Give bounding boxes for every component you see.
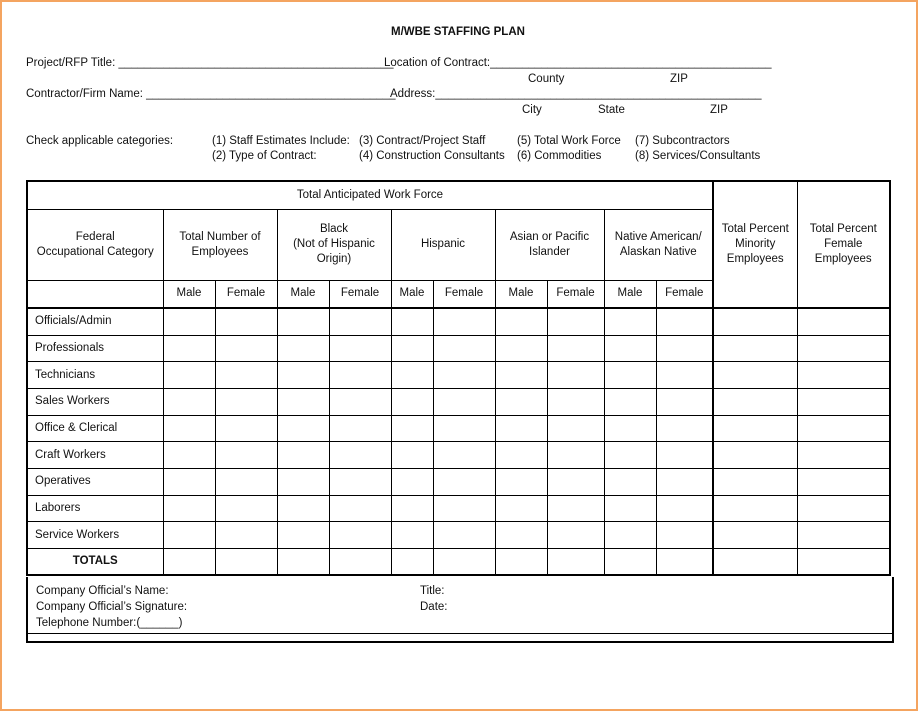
entry-cell[interactable] — [215, 362, 277, 389]
entry-cell[interactable] — [391, 335, 433, 362]
table-row — [27, 468, 890, 495]
entry-cell[interactable] — [713, 415, 797, 442]
entry-cell[interactable] — [433, 362, 495, 389]
entry-cell[interactable] — [495, 442, 547, 469]
category-2[interactable]: (2) Type of Contract: — [212, 150, 317, 162]
male-header: Male — [163, 280, 215, 308]
entry-cell[interactable] — [215, 549, 277, 576]
entry-cell[interactable] — [433, 442, 495, 469]
entry-cell[interactable] — [433, 495, 495, 522]
entry-cell[interactable] — [604, 388, 656, 415]
entry-cell[interactable] — [329, 468, 391, 495]
row-category-label: Technicians — [27, 362, 163, 389]
table-row — [27, 442, 890, 469]
entry-cell[interactable] — [329, 549, 391, 576]
totals-label: TOTALS — [27, 549, 163, 576]
entry-cell[interactable] — [163, 495, 215, 522]
entry-cell[interactable] — [656, 388, 713, 415]
entry-cell[interactable] — [547, 442, 604, 469]
zip-caption-2: ZIP — [710, 104, 728, 116]
entry-cell[interactable] — [547, 495, 604, 522]
entry-cell[interactable] — [163, 468, 215, 495]
entry-cell[interactable] — [547, 549, 604, 576]
title-field[interactable]: Title: — [420, 585, 445, 597]
entry-cell[interactable] — [277, 522, 329, 549]
category-7[interactable]: (7) Subcontractors — [635, 135, 730, 147]
entry-cell[interactable] — [713, 308, 797, 335]
entry-cell[interactable] — [277, 549, 329, 576]
asian-header: Asian or Pacific Islander — [495, 209, 604, 280]
entry-cell[interactable] — [215, 442, 277, 469]
entry-cell[interactable] — [163, 549, 215, 576]
entry-cell[interactable] — [495, 495, 547, 522]
entry-cell[interactable] — [495, 549, 547, 576]
entry-cell[interactable] — [329, 388, 391, 415]
entry-cell[interactable] — [277, 308, 329, 335]
row-category-label: Sales Workers — [27, 388, 163, 415]
entry-cell[interactable] — [547, 388, 604, 415]
entry-cell[interactable] — [433, 388, 495, 415]
male-header: Male — [495, 280, 547, 308]
total-number-header: Total Number of Employees — [163, 209, 277, 280]
entry-cell[interactable] — [163, 388, 215, 415]
total-workforce-header: Total Anticipated Work Force — [27, 181, 713, 209]
entry-cell[interactable] — [391, 442, 433, 469]
entry-cell[interactable] — [547, 468, 604, 495]
female-header: Female — [215, 280, 277, 308]
entry-cell[interactable] — [329, 415, 391, 442]
entry-cell[interactable] — [656, 468, 713, 495]
entry-cell[interactable] — [547, 522, 604, 549]
entry-cell[interactable] — [656, 549, 713, 576]
table-row — [27, 335, 890, 362]
entry-cell[interactable] — [329, 442, 391, 469]
entry-cell[interactable] — [656, 308, 713, 335]
female-header: Female — [656, 280, 713, 308]
row-category-label: Officials/Admin — [27, 308, 163, 335]
gender-row-blank — [27, 280, 163, 308]
entry-cell[interactable] — [495, 522, 547, 549]
row-category-label: Service Workers — [27, 522, 163, 549]
entry-cell[interactable] — [713, 522, 797, 549]
entry-cell[interactable] — [329, 335, 391, 362]
footer-rule — [28, 633, 892, 634]
female-header: Female — [547, 280, 604, 308]
entry-cell[interactable] — [656, 335, 713, 362]
zip-caption: ZIP — [670, 73, 688, 85]
entry-cell[interactable] — [391, 415, 433, 442]
entry-cell[interactable] — [604, 495, 656, 522]
official-name-field[interactable]: Company Official’s Name: — [36, 585, 169, 597]
entry-cell[interactable] — [713, 495, 797, 522]
entry-cell[interactable] — [604, 442, 656, 469]
entry-cell[interactable] — [656, 495, 713, 522]
entry-cell[interactable] — [163, 308, 215, 335]
entry-cell[interactable] — [604, 549, 656, 576]
entry-cell[interactable] — [277, 388, 329, 415]
entry-cell[interactable] — [277, 442, 329, 469]
county-caption: County — [528, 73, 565, 85]
totals-row — [27, 549, 890, 576]
categories-label: Check applicable categories: — [26, 135, 174, 147]
workforce-table — [26, 180, 891, 576]
category-5[interactable]: (5) Total Work Force — [517, 135, 621, 147]
entry-cell[interactable] — [495, 308, 547, 335]
entry-cell[interactable] — [215, 415, 277, 442]
entry-cell[interactable] — [495, 388, 547, 415]
entry-cell[interactable] — [604, 362, 656, 389]
entry-cell[interactable] — [391, 388, 433, 415]
entry-cell[interactable] — [797, 308, 890, 335]
table-row — [27, 495, 890, 522]
entry-cell[interactable] — [277, 335, 329, 362]
entry-cell[interactable] — [604, 522, 656, 549]
entry-cell[interactable] — [163, 442, 215, 469]
entry-cell[interactable] — [215, 308, 277, 335]
entry-cell[interactable] — [433, 335, 495, 362]
row-category-label: Office & Clerical — [27, 415, 163, 442]
entry-cell[interactable] — [495, 362, 547, 389]
entry-cell[interactable] — [797, 442, 890, 469]
table-row — [27, 362, 890, 389]
location-of-contract-field[interactable]: Location of Contract:____________________________________________ — [384, 57, 772, 69]
entry-cell[interactable] — [433, 308, 495, 335]
entry-cell[interactable] — [277, 415, 329, 442]
native-american-header: Native American/ Alaskan Native — [604, 209, 713, 280]
category-4[interactable]: (4) Construction Consultants — [359, 150, 505, 162]
entry-cell[interactable] — [656, 415, 713, 442]
entry-cell[interactable] — [713, 362, 797, 389]
entry-cell[interactable] — [391, 308, 433, 335]
entry-cell[interactable] — [797, 362, 890, 389]
entry-cell[interactable] — [391, 362, 433, 389]
entry-cell[interactable] — [713, 335, 797, 362]
entry-cell[interactable] — [495, 468, 547, 495]
male-header: Male — [277, 280, 329, 308]
entry-cell[interactable] — [797, 468, 890, 495]
entry-cell[interactable] — [277, 468, 329, 495]
entry-cell[interactable] — [547, 362, 604, 389]
entry-cell[interactable] — [391, 468, 433, 495]
pct-minority-header: Total Percent Minority Employees — [713, 181, 797, 308]
entry-cell[interactable] — [604, 415, 656, 442]
entry-cell[interactable] — [329, 522, 391, 549]
entry-cell[interactable] — [713, 468, 797, 495]
entry-cell[interactable] — [163, 362, 215, 389]
entry-cell[interactable] — [163, 415, 215, 442]
federal-category-header: Federal Occupational Category — [27, 209, 163, 280]
entry-cell[interactable] — [215, 388, 277, 415]
entry-cell[interactable] — [391, 522, 433, 549]
entry-cell[interactable] — [215, 495, 277, 522]
row-category-label: Professionals — [27, 335, 163, 362]
entry-cell[interactable] — [163, 335, 215, 362]
entry-cell[interactable] — [329, 495, 391, 522]
table-row — [27, 522, 890, 549]
state-caption: State — [598, 104, 625, 116]
entry-cell[interactable] — [433, 522, 495, 549]
entry-cell[interactable] — [797, 335, 890, 362]
entry-cell[interactable] — [604, 308, 656, 335]
entry-cell[interactable] — [433, 415, 495, 442]
male-header: Male — [604, 280, 656, 308]
date-field[interactable]: Date: — [420, 601, 448, 613]
entry-cell[interactable] — [547, 308, 604, 335]
entry-cell[interactable] — [547, 335, 604, 362]
entry-cell[interactable] — [604, 468, 656, 495]
female-header: Female — [329, 280, 391, 308]
contractor-firm-name-field[interactable]: Contractor/Firm Name: _______________________________________ — [26, 88, 396, 100]
entry-cell[interactable] — [656, 442, 713, 469]
entry-cell[interactable] — [433, 549, 495, 576]
page-title: M/WBE STAFFING PLAN — [391, 26, 525, 38]
table-row — [27, 415, 890, 442]
entry-cell[interactable] — [329, 362, 391, 389]
category-6[interactable]: (6) Commodities — [517, 150, 602, 162]
telephone-field[interactable]: Telephone Number:(______) — [36, 617, 183, 629]
entry-cell[interactable] — [797, 549, 890, 576]
entry-cell[interactable] — [797, 415, 890, 442]
entry-cell[interactable] — [277, 362, 329, 389]
entry-cell[interactable] — [391, 495, 433, 522]
table-row — [27, 308, 890, 335]
address-field[interactable]: Address:___________________________________________________ — [390, 88, 762, 100]
category-8[interactable]: (8) Services/Consultants — [635, 150, 761, 162]
female-header: Female — [433, 280, 495, 308]
entry-cell[interactable] — [713, 549, 797, 576]
table-row — [27, 388, 890, 415]
row-category-label: Operatives — [27, 468, 163, 495]
entry-cell[interactable] — [163, 522, 215, 549]
entry-cell[interactable] — [495, 335, 547, 362]
entry-cell[interactable] — [713, 388, 797, 415]
category-3[interactable]: (3) Contract/Project Staff — [359, 135, 486, 147]
city-caption: City — [522, 104, 542, 116]
project-rfp-title-field[interactable]: Project/RFP Title: ___________________________________________ — [26, 57, 394, 69]
entry-cell[interactable] — [797, 522, 890, 549]
entry-cell[interactable] — [656, 522, 713, 549]
entry-cell[interactable] — [277, 495, 329, 522]
hispanic-header: Hispanic — [391, 209, 495, 280]
entry-cell[interactable] — [547, 415, 604, 442]
signature-section — [26, 577, 894, 643]
entry-cell[interactable] — [713, 442, 797, 469]
male-header: Male — [391, 280, 433, 308]
entry-cell[interactable] — [495, 415, 547, 442]
official-signature-field[interactable]: Company Official’s Signature: — [36, 601, 188, 613]
entry-cell[interactable] — [215, 522, 277, 549]
row-category-label: Craft Workers — [27, 442, 163, 469]
entry-cell[interactable] — [604, 335, 656, 362]
entry-cell[interactable] — [329, 308, 391, 335]
entry-cell[interactable] — [656, 362, 713, 389]
row-category-label: Laborers — [27, 495, 163, 522]
entry-cell[interactable] — [215, 468, 277, 495]
entry-cell[interactable] — [433, 468, 495, 495]
category-1[interactable]: (1) Staff Estimates Include: — [212, 135, 350, 147]
entry-cell[interactable] — [797, 388, 890, 415]
pct-female-header: Total Percent Female Employees — [797, 181, 890, 308]
entry-cell[interactable] — [391, 549, 433, 576]
entry-cell[interactable] — [797, 495, 890, 522]
black-header: Black (Not of Hispanic Origin) — [277, 209, 391, 280]
entry-cell[interactable] — [215, 335, 277, 362]
